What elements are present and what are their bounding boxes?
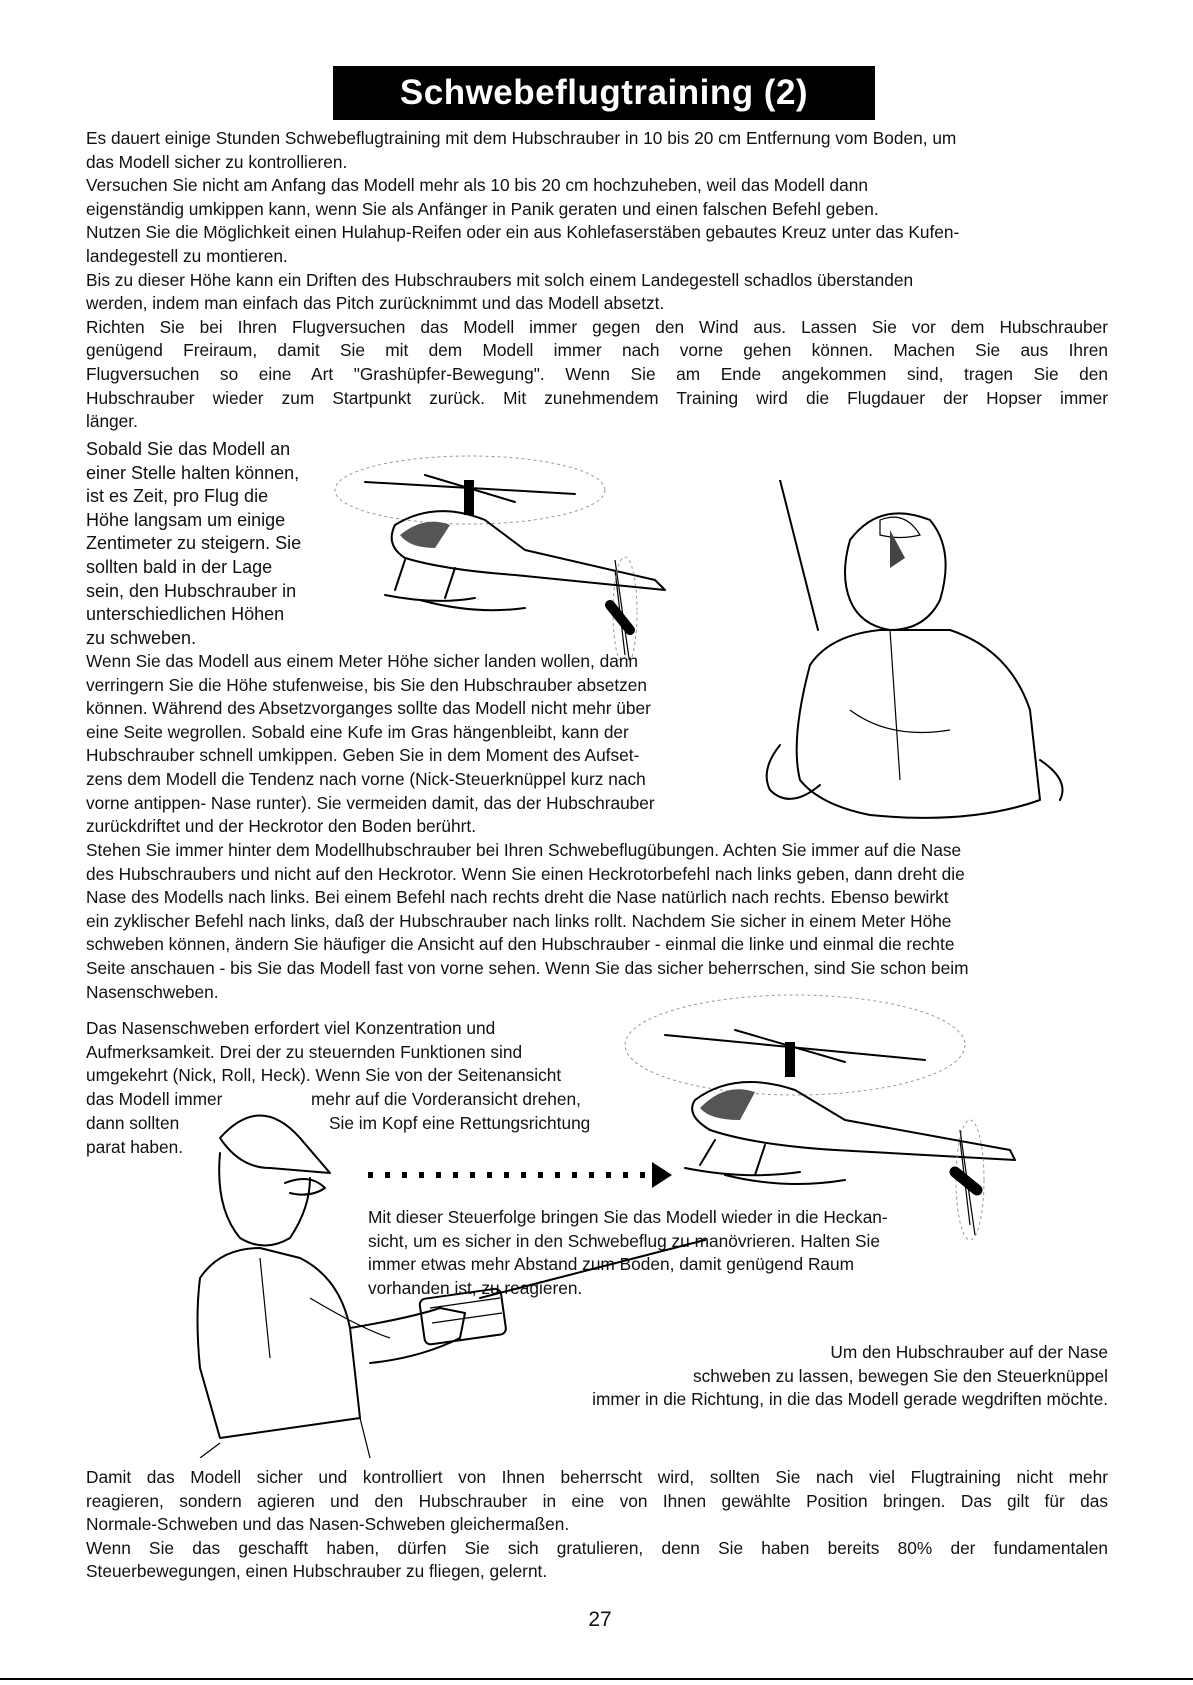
text-line: unterschiedlichen Höhen	[86, 604, 285, 625]
text-line: das Modell sicher zu kontrollieren.	[86, 151, 348, 172]
text-line: das Modell immer	[86, 1089, 223, 1109]
text-line: zurückdriftet und der Heckrotor den Boden berührt.	[86, 816, 477, 837]
text-line: sein, den Hubschrauber in	[86, 580, 297, 601]
text-line: dann sollten	[86, 1113, 180, 1133]
text-line: Nutzen Sie die Möglichkeit einen Hulahup-Reifen oder ein aus Kohlefaserstäben gebautes Kreuz unter das Kufen-	[86, 222, 960, 243]
text-line: des Hubschraubers und nicht auf den Heckrotor. Wenn Sie einen Heckrotorbefehl nach links geben, dann dreht die	[86, 863, 965, 884]
text-line: Flugversuchen so eine Art "Grashüpfer-Bewegung". Wenn Sie am Ende angekommen sind, tragen Sie den	[86, 363, 1108, 384]
text-line: Normale-Schweben und das Nasen-Schweben gleichermaßen.	[86, 1514, 570, 1535]
text-line: ein zyklischer Befehl nach links, daß der Hubschrauber nach links rollt. Nachdem Sie sicher in einem Meter Höhe	[86, 910, 952, 931]
text-line: sicht, um es sicher in den Schwebeflug zu manövrieren. Halten Sie	[368, 1230, 880, 1251]
text-line: Hubschrauber wieder zum Startpunkt zurück. Mit zunehmendem Training wird die Flugdauer der Hopser immer	[86, 387, 1108, 408]
pilot-with-transmitter-icon	[160, 1098, 720, 1458]
text-line: Sie im Kopf eine Rettungsrichtung	[329, 1113, 591, 1133]
text-line: parat haben.	[86, 1137, 184, 1157]
text-line: reagieren, sondern agieren und den Hubschrauber in eine von Ihnen gewählte Position bringen. Das gilt für das	[86, 1490, 1108, 1511]
text-line: einer Stelle halten können,	[86, 462, 300, 483]
bottom-rule	[0, 1678, 1193, 1680]
text-line: verringern Sie die Höhe stufenweise, bis Sie den Hubschrauber absetzen	[86, 674, 648, 695]
text-line: Um den Hubschrauber auf der Nase	[830, 1342, 1108, 1362]
text-line: Stehen Sie immer hinter dem Modellhubschrauber bei Ihren Schwebeflugübungen. Achten Sie immer auf die Nase	[86, 840, 962, 860]
page-number: 27	[588, 1608, 612, 1631]
conclusion-text	[86, 1466, 1108, 1584]
text-line: Sobald Sie das Modell an	[86, 439, 291, 459]
text-line: Hubschrauber schnell umkippen. Geben Sie in dem Moment des Aufset-	[86, 745, 640, 766]
text-line: länger.	[86, 411, 138, 432]
text-line: ist es Zeit, pro Flug die	[86, 486, 269, 507]
text-line: schweben können, ändern Sie häufiger die Ansicht auf den Hubschrauber - einmal die linke und einmal die rechte	[86, 934, 955, 955]
text-line: Damit das Modell sicher und kontrolliert von Ihnen beherrscht wird, sollten Sie nach viel Flugtraining nicht mehr	[86, 1467, 1108, 1487]
nose-text	[86, 839, 1108, 1004]
text-line: Steuerbewegungen, einen Hubschrauber zu fliegen, gelernt.	[86, 1561, 548, 1582]
text-line: Wenn Sie das geschafft haben, dürfen Sie sich gratulieren, denn Sie haben bereits 80% der fundamentalen	[86, 1537, 1108, 1558]
text-line: eigenständig umkippen kann, wenn Sie als Anfänger in Panik geraten und einen falschen Befehl geben.	[86, 198, 879, 219]
text-line: Versuchen Sie nicht am Anfang das Modell mehr als 10 bis 20 cm hochzuheben, weil das Modell dann	[86, 175, 868, 196]
text-line: Aufmerksamkeit. Drei der zu steuernden Funktionen sind	[86, 1041, 523, 1062]
pilot-back-view-icon	[740, 480, 1120, 840]
text-line: Mit dieser Steuerfolge bringen Sie das Modell wieder in die Heckan-	[368, 1207, 888, 1227]
text-line: Richten Sie bei Ihren Flugversuchen das Modell immer gegen den Wind aus. Lassen Sie vor dem Hubschrauber	[86, 316, 1108, 337]
text-line: sollten bald in der Lage	[86, 556, 273, 577]
text-line: Bis zu dieser Höhe kann ein Driften des Hubschraubers mit solch einem Landegestell schadlos überstanden	[86, 269, 914, 290]
text-line: Nasenschweben.	[86, 981, 219, 1002]
text-line: vorhanden ist, zu reagieren.	[368, 1277, 583, 1298]
text-line: immer etwas mehr Abstand zum Boden, damit genügend Raum	[368, 1254, 855, 1275]
text-line: immer in die Richtung, in die das Modell gerade wegdriften möchte.	[592, 1389, 1108, 1410]
text-line: vorne antippen- Nase runter). Sie vermeiden damit, das der Hubschrauber	[86, 792, 655, 813]
text-line: mehr auf die Vorderansicht drehen,	[311, 1089, 581, 1109]
helicopter-icon	[325, 440, 705, 660]
text-line: Höhe langsam um einige	[86, 509, 286, 530]
text-line: eine Seite wegrollen. Sobald eine Kufe im Gras hängenbleibt, kann der	[86, 721, 629, 742]
text-line: Zentimeter zu steigern. Sie	[86, 533, 302, 554]
intro-text	[86, 127, 1108, 434]
text-line: landegestell zu montieren.	[86, 245, 288, 266]
text-line: Wenn Sie das Modell aus einem Meter Höhe sicher landen wollen, dann	[86, 651, 639, 671]
text-line: Nase des Modells nach links. Bei einem Befehl nach rechts dreht die Nase natürlich nach rechts. Ebenso bewirkt	[86, 887, 949, 908]
text-line: zens dem Modell die Tendenz nach vorne (Nick-Steuerknüppel kurz nach	[86, 768, 646, 789]
page-title: Schwebeflugtraining (2)	[333, 66, 875, 120]
text-line: Das Nasenschweben erfordert viel Konzentration und	[86, 1018, 496, 1038]
text-line: werden, indem man einfach das Pitch zurücknimmt und das Modell absetzt.	[86, 293, 665, 314]
text-line: zu schweben.	[86, 627, 197, 648]
height-text-wide	[86, 650, 746, 839]
text-line: genügend Freiraum, damit Sie mit dem Modell immer nach vorne gehen können. Machen Sie aus Ihren	[86, 340, 1108, 361]
concentration-text	[86, 1017, 666, 1088]
text-line: umgekehrt (Nick, Roll, Heck). Wenn Sie von der Seitenansicht	[86, 1065, 562, 1086]
text-line: können. Während des Absetzvorganges sollte das Modell nicht mehr über	[86, 698, 651, 719]
text-line: Seite anschauen - bis Sie das Modell fast von vorne sehen. Wenn Sie das sicher beherrschen, sind Sie schon beim	[86, 957, 969, 978]
text-line: Es dauert einige Stunden Schwebeflugtraining mit dem Hubschrauber in 10 bis 20 cm Entfernung vom Boden, um	[86, 128, 957, 148]
text-line: schweben zu lassen, bewegen Sie den Steuerknüppel	[692, 1365, 1108, 1386]
